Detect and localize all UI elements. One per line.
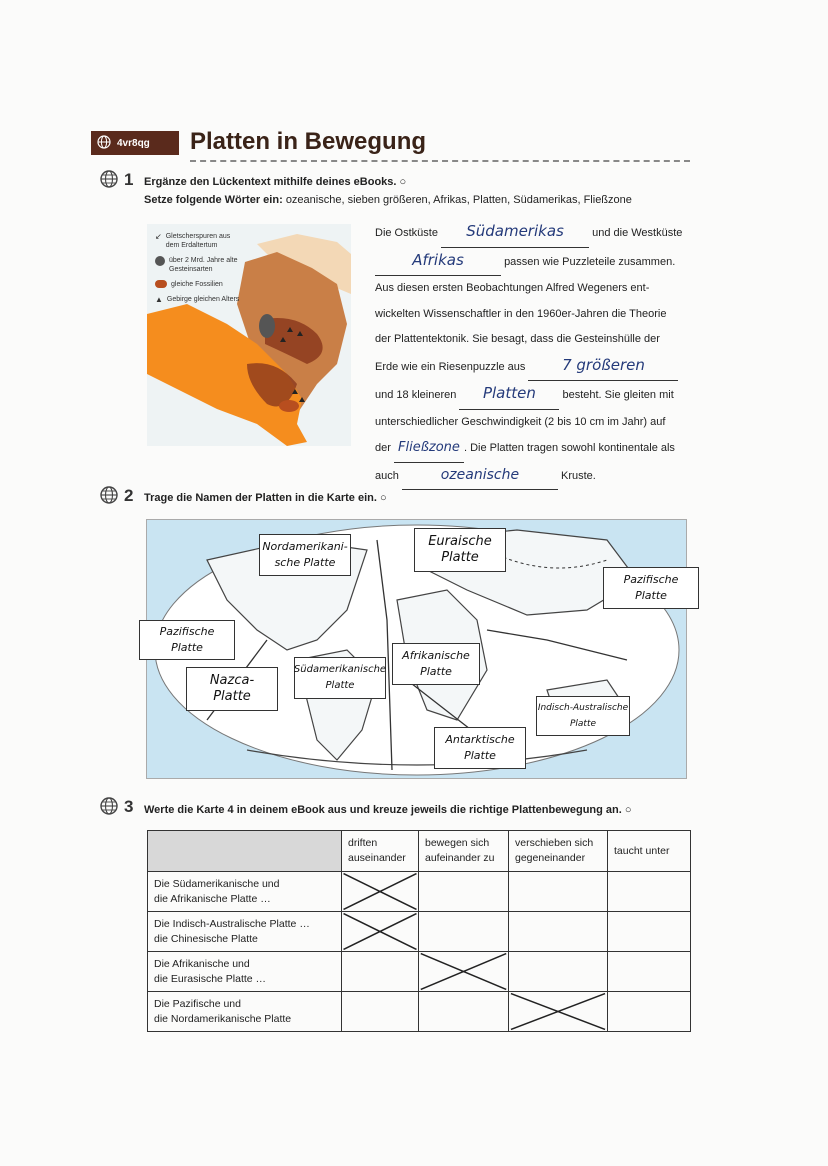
rock-swatch-icon <box>155 256 165 266</box>
check-cell[interactable] <box>608 912 691 952</box>
pangaea-map <box>147 224 351 446</box>
cross-mark-icon <box>419 952 508 991</box>
table-row <box>148 912 691 952</box>
legend-mountains: ▲ Gebirge gleichen Alters <box>155 295 240 304</box>
cross-mark-icon <box>342 912 418 951</box>
legend-glacier: ↙ Gletscherspuren aus dem Erdaltertum <box>155 232 231 249</box>
row-label: Die Indisch-Australische Platte … die Chinesische Platte <box>148 912 342 952</box>
task2-number: 2 <box>124 486 134 505</box>
cross-mark-icon <box>509 992 607 1031</box>
table-row <box>148 872 691 912</box>
answer-5: Fließzone <box>398 440 460 455</box>
label-pazifik-right[interactable]: Pazifische Platte <box>603 567 699 609</box>
answer-1: Südamerikas <box>466 222 564 240</box>
legend-rocks: über 2 Mrd. Jahre alte Gesteinsarten <box>155 256 245 274</box>
triangle-icon: ▲ <box>155 295 163 304</box>
check-cell[interactable] <box>342 912 419 952</box>
check-cell[interactable] <box>608 992 691 1032</box>
task3-instruction: Werte die Karte 4 in deinem eBook aus und kreuze jeweils die richtige Plattenbewegung an. ○ <box>144 804 632 816</box>
answer-4: Platten <box>482 384 536 402</box>
check-cell[interactable] <box>419 952 509 992</box>
check-cell[interactable] <box>509 992 608 1032</box>
table-row <box>148 992 691 1032</box>
check-cell[interactable] <box>509 872 608 912</box>
code-badge <box>91 131 179 155</box>
globe-icon <box>97 135 111 152</box>
check-cell[interactable] <box>608 872 691 912</box>
label-nordamerika[interactable]: Nordamerikani- sche Platte <box>259 534 351 576</box>
row-label: Die Pazifische und die Nordamerikanische Platte <box>148 992 342 1032</box>
check-cell[interactable] <box>342 992 419 1032</box>
label-eurasia[interactable]: Euraische Platte <box>414 528 506 572</box>
label-pazifik-left[interactable]: Pazifische Platte <box>139 620 235 660</box>
task1-word-list: Setze folgende Wörter ein: ozeanische, sieben größeren, Afrikas, Platten, Südamerikas, Fließzone <box>144 194 632 206</box>
answer-3: 7 größeren <box>562 355 645 374</box>
legend-fossils: gleiche Fossilien <box>155 280 245 289</box>
cloze-text: Die Ostküste Südamerikas und die Westküste Afrikas passen wie Puzzleteile zusammen. Aus diesen ersten Beobachtungen Alfred Wegeners ent- wickelten Wissenschaftler in den 1960er-Jahren die Theorie der Plattentektonik. Sie besagt, dass die Gesteinshülle der Erde wie ein Riesenpuzzle aus 7 größeren und 18 kleineren Platten besteht. Sie gleiten mit unterschiedlicher Geschwindigkeit (2 bis 10 cm im Jahr) auf der Fließzone . Die Platten tragen sowohl kontinentale als auch ozeanische Kruste. <box>375 219 695 490</box>
check-cell[interactable] <box>342 952 419 992</box>
col-verschieben: verschieben sich gegeneinander <box>509 831 608 872</box>
label-nazca[interactable]: Nazca- Platte <box>186 667 278 711</box>
col-driften: driften auseinander <box>342 831 419 872</box>
check-cell[interactable] <box>509 952 608 992</box>
arrow-icon: ↙ <box>155 232 162 241</box>
task1-globe-icon <box>100 170 118 193</box>
answer-2: Afrikas <box>412 250 464 269</box>
task2-instruction: Trage die Namen der Platten in die Karte ein. ○ <box>144 492 387 504</box>
task3-number: 3 <box>124 797 134 816</box>
code-text: 4vr8qg <box>117 137 150 149</box>
check-cell[interactable] <box>419 992 509 1032</box>
check-cell[interactable] <box>342 872 419 912</box>
check-cell[interactable] <box>608 952 691 992</box>
map-legend <box>155 232 245 304</box>
task2-globe-icon <box>100 486 118 509</box>
answer-6: ozeanische <box>440 466 520 483</box>
header-blank <box>148 831 342 872</box>
movement-table <box>147 830 691 1032</box>
label-indo-australisch[interactable]: Indisch-Australische Platte <box>536 696 630 736</box>
title-divider <box>190 160 690 162</box>
col-bewegen: bewegen sich aufeinander zu <box>419 831 509 872</box>
label-suedamerika[interactable]: Südamerikanische Platte <box>294 657 386 699</box>
task1-number: 1 <box>124 170 134 189</box>
table-row <box>148 952 691 992</box>
check-cell[interactable] <box>419 872 509 912</box>
task1-instruction: Ergänze den Lückentext mithilfe deines eBooks. ○ <box>144 176 407 188</box>
check-cell[interactable] <box>419 912 509 952</box>
page-title: Platten in Bewegung <box>190 128 427 155</box>
row-label: Die Südamerikanische und die Afrikanische Platte … <box>148 872 342 912</box>
col-taucht: taucht unter <box>608 831 691 872</box>
label-antarktis[interactable]: Antarktische Platte <box>434 727 526 769</box>
cross-mark-icon <box>342 872 418 911</box>
fossil-swatch-icon <box>155 280 167 288</box>
row-label: Die Afrikanische und die Eurasische Platte … <box>148 952 342 992</box>
check-cell[interactable] <box>509 912 608 952</box>
label-afrika[interactable]: Afrikanische Platte <box>392 643 480 685</box>
table-header <box>148 831 691 872</box>
task3-globe-icon <box>100 797 118 820</box>
